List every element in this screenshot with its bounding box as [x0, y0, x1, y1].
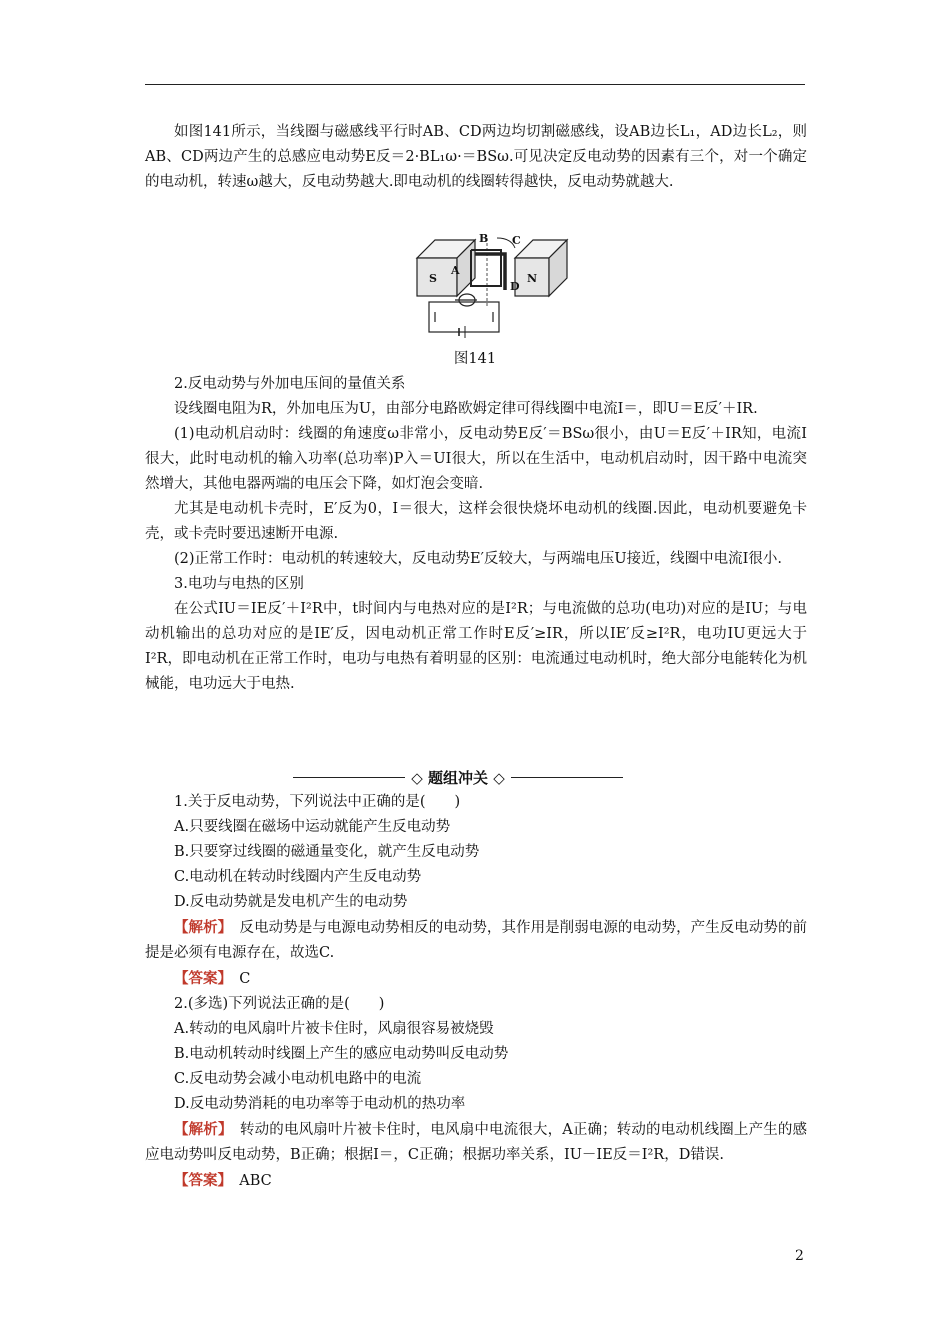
- q1-option-b: B.只要穿过线圈的磁通量变化，就产生反电动势: [174, 844, 480, 860]
- q1-option-c: C.电动机在转动时线圈内产生反电动势: [174, 869, 422, 885]
- divider-line-left: [293, 777, 405, 778]
- q2-analysis-tag: 【解析】: [174, 1121, 226, 1138]
- q1-answer: [145, 966, 807, 992]
- label-c: C: [512, 234, 521, 247]
- q1-option-d: D.反电动势就是发电机产生的电动势: [174, 894, 408, 910]
- divider-title: ◇ 题组冲关 ◇: [411, 768, 505, 787]
- q1-analysis-tag: 【解析】: [174, 919, 225, 936]
- divider-line-right: [511, 777, 623, 778]
- question-group-divider: [293, 765, 623, 789]
- questions-block: [145, 790, 807, 1194]
- q1-answer-tag: 【答案】: [174, 970, 225, 987]
- label-n: N: [527, 272, 538, 285]
- q2-option-a: A.转动的电风扇叶片被卡住时，风扇很容易被烧毁: [174, 1021, 494, 1037]
- label-b: B: [479, 232, 489, 245]
- page-number: 2: [795, 1248, 804, 1264]
- intro-block: [145, 120, 807, 195]
- q1-answer-text: C: [239, 971, 251, 987]
- q1-option-a: A.只要线圈在磁场中运动就能产生反电动势: [174, 819, 451, 835]
- q2-option-b: B.电动机转动时线圈上产生的感应电动势叫反电动势: [174, 1046, 509, 1062]
- label-s: S: [429, 272, 437, 285]
- q2-analysis-text: 转动的电风扇叶片被卡住时，电风扇中电流很大，A正确；转动的电动机线圈上产生的感应电动势叫反电动势，B正确；根据I＝，C正确；根据功率关系，IU－IE反＝I²R，D错误.: [145, 1122, 808, 1163]
- section-body: [145, 372, 807, 697]
- header-rule: [145, 84, 805, 85]
- q1-stem: 1.关于反电动势，下列说法中正确的是( ): [174, 794, 461, 810]
- section2-para2: (1)电动机启动时：线圈的角速度ω非常小，反电动势E反′＝BSω很小，由U＝E反′＋IR知，电流I很大，此时电动机的输入功率(总功率)P入＝UI很大，所以在生活中，电动机启动时，因干路中电流突然增大，其他电器两端的电压会下降，如灯泡会变暗.: [145, 426, 807, 492]
- q2-analysis: [145, 1117, 807, 1168]
- q2-option-c: C.反电动势会减小电动机电路中的电流: [174, 1071, 422, 1087]
- section2-para4: (2)正常工作时：电动机的转速较大，反电动势E′反较大，与两端电压U接近，线圈中电流I很小.: [174, 551, 782, 567]
- intro-paragraph: 如图141所示，当线圈与磁感线平行时AB、CD两边均切割磁感线，设AB边长L₁，AD边长L₂，则AB、CD两边产生的总感应电动势E反＝2·BL₁ω·＝BSω.可见决定反电动势的因素有三个，对一个确定的电动机，转速ω越大，反电动势越大.即电动机的线圈转得越快，反电动势就越大.: [145, 124, 807, 190]
- section3-para: 在公式IU＝IE反′＋I²R中，t时间内与电热对应的是I²R；与电流做的总功(电功)对应的是IU；与电动机输出的总功对应的是IE′反，因电动机正常工作时E反′≥IR，所以IE′反≥I²R，电功IU更远大于I²R，即电动机在正常工作时，电功与电热有着明显的区别：电流通过电动机时，绝大部分电能转化为机械能，电功远大于电热.: [145, 601, 807, 692]
- q1-analysis: [145, 915, 807, 966]
- section2-para1: 设线圈电阻为R，外加电压为U，由部分电路欧姆定律可得线圈中电流I＝，即U＝E反′＋IR.: [174, 401, 758, 417]
- figure-caption: 图141: [453, 351, 497, 367]
- q2-answer: [145, 1168, 807, 1194]
- motor-diagram: [415, 228, 570, 338]
- section2-heading: 2.反电动势与外加电压间的量值关系: [174, 376, 406, 392]
- q2-answer-tag: 【答案】: [174, 1172, 225, 1189]
- section2-para3: 尤其是电动机卡壳时，E′反为0，I＝很大，这样会很快烧坏电动机的线圈.因此，电动机要避免卡壳，或卡壳时要迅速断开电源.: [145, 501, 807, 542]
- q2-option-d: D.反电动势消耗的电功率等于电动机的热功率: [174, 1096, 466, 1112]
- q2-stem: 2.(多选)下列说法正确的是( ): [174, 996, 385, 1012]
- section3-heading: 3.电功与电热的区别: [174, 576, 304, 592]
- label-d: D: [510, 280, 520, 293]
- q2-answer-text: ABC: [239, 1173, 272, 1189]
- label-a: A: [451, 264, 460, 277]
- q1-analysis-text: 反电动势是与电源电动势相反的电动势，其作用是削弱电源的电动势，产生反电动势的前提是必须有电源存在，故选C.: [145, 920, 808, 961]
